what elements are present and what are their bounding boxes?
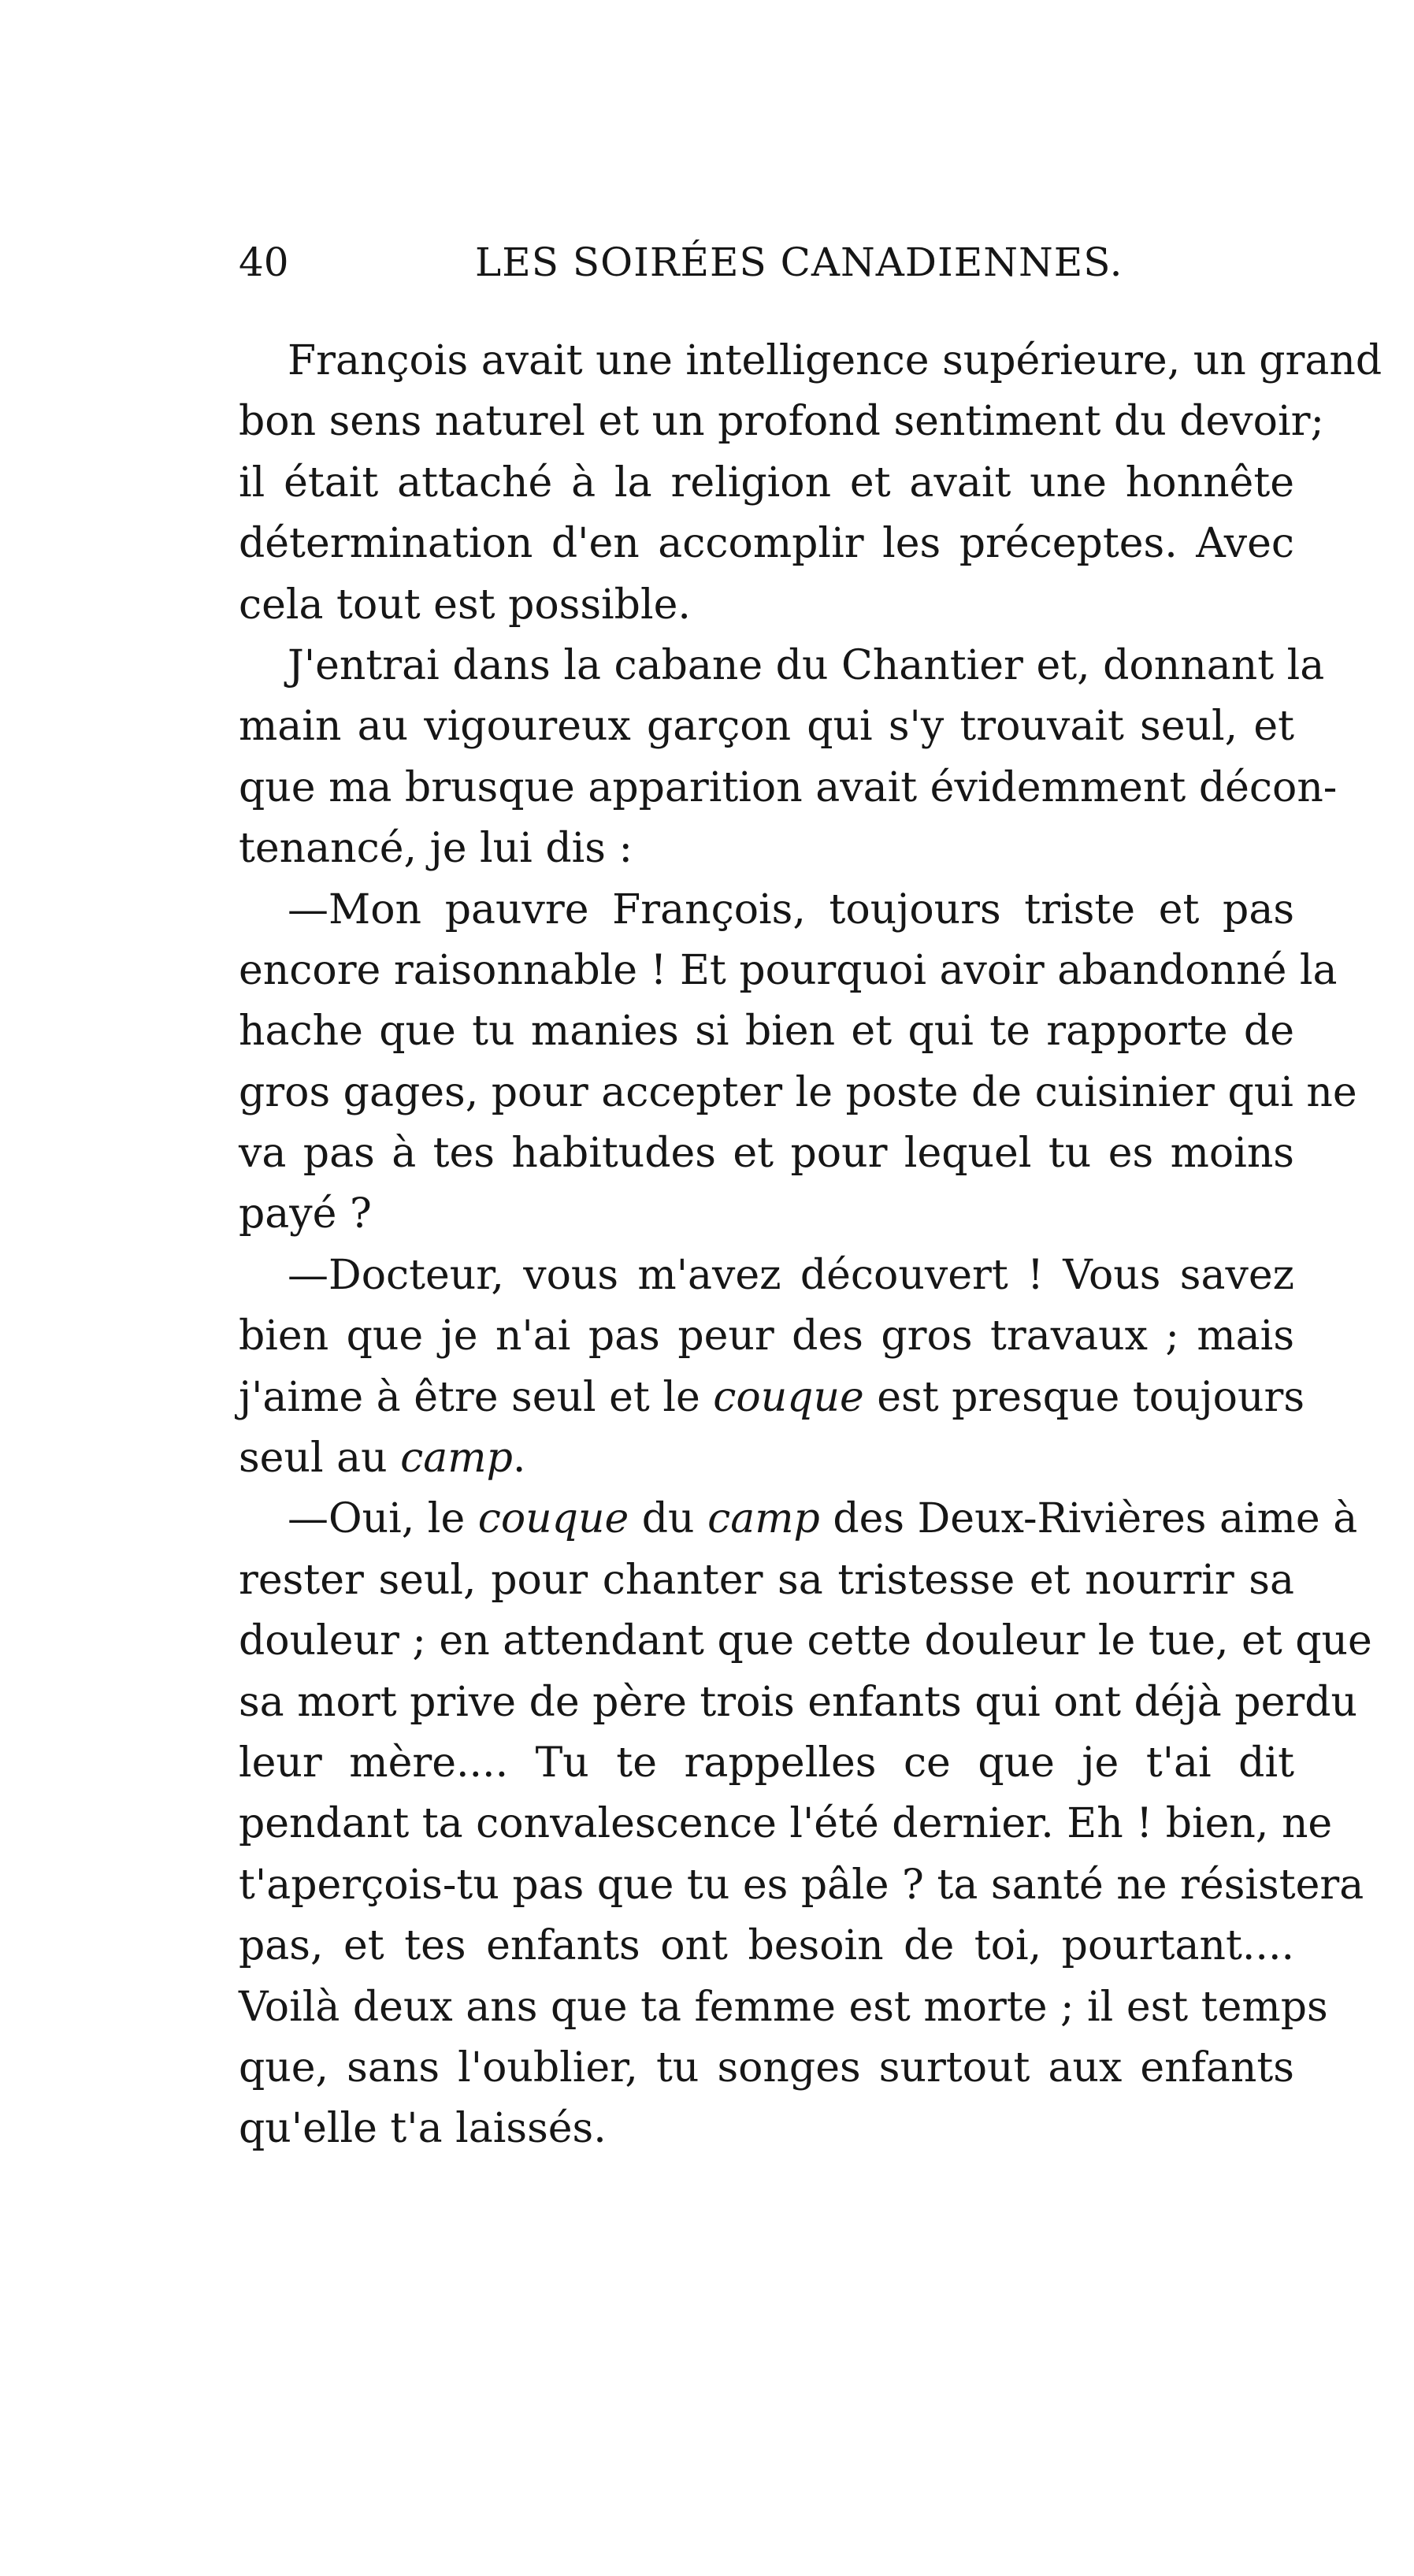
text-run: pas, et tes enfants ont besoin de toi, pourtant.... <box>239 1922 1294 1970</box>
text-line: bon sens naturel et un profond sentiment du devoir; <box>239 398 1324 446</box>
text-line: main au vigoureux garçon qui s'y trouvait seul, et <box>239 703 1294 751</box>
text-run: douleur ; en attendant que cette douleur le tue, et que <box>239 1617 1372 1665</box>
paragraph <box>239 331 1382 636</box>
text-line <box>239 1489 1358 1550</box>
text-line: payé ? <box>239 1190 372 1238</box>
text-line <box>239 1550 1294 1611</box>
text-line: François avait une intelligence supérieure, un grand <box>288 337 1382 384</box>
text-line: cela tout est possible. <box>239 581 691 629</box>
text-line <box>239 1672 1357 1733</box>
text-run: pendant ta convalescence l'été dernier. Eh ! bien, ne <box>239 1800 1333 1848</box>
text-line: que ma brusque apparition avait évidemment décon- <box>239 763 1338 811</box>
text-run: que, sans l'oublier, tu songes surtout aux enfants <box>239 2043 1294 2092</box>
text-run: seul au <box>239 1435 401 1483</box>
text-run: . <box>512 1435 526 1483</box>
text-run: est presque toujours <box>863 1373 1305 1421</box>
text-run: —Oui, le <box>288 1495 478 1543</box>
italic-word: camp <box>707 1495 820 1543</box>
text-run: bien que je n'ai pas peur des gros travaux ; mais <box>239 1312 1294 1360</box>
text-run: Voilà deux ans que ta femme est morte ; il est temps <box>239 1983 1328 2031</box>
text-run: des Deux-Rivières aime à <box>819 1495 1358 1543</box>
text-run: j'aime à être seul et le <box>239 1373 714 1421</box>
text-line: hache que tu manies si bien et qui te rapporte de <box>239 1008 1294 1056</box>
running-title: LES SOIRÉES CANADIENNES. <box>475 239 1123 285</box>
italic-word: couque <box>477 1495 629 1543</box>
text-line <box>239 2038 1294 2099</box>
text-line <box>239 1977 1328 2038</box>
text-line: J'entrai dans la cabane du Chantier et, donnant la <box>288 641 1325 689</box>
text-run: t'aperçois-tu pas que tu es pâle ? ta santé ne résistera <box>239 1861 1364 1909</box>
text-run: du <box>629 1495 708 1543</box>
text-line <box>239 2099 1294 2159</box>
text-line <box>239 1916 1294 1977</box>
paragraph <box>239 1245 1305 1490</box>
text-line <box>239 1611 1372 1672</box>
text-line: détermination d'en accomplir les préceptes. Avec <box>239 520 1294 568</box>
paragraph <box>239 1489 1372 2159</box>
text-line <box>239 1733 1294 1794</box>
text-line <box>239 1245 1294 1306</box>
text-run: —Docteur, vous m'avez découvert ! Vous savez <box>288 1251 1294 1299</box>
text-run: rester seul, pour chanter sa tristesse et nourrir sa <box>239 1556 1294 1604</box>
italic-word: camp <box>400 1435 513 1483</box>
text-run: sa mort prive de père trois enfants qui ont déjà perdu <box>239 1678 1357 1726</box>
text-run: qu'elle t'a laissés. <box>239 2105 607 2153</box>
text-line: va pas à tes habitudes et pour lequel tu es moins <box>239 1130 1294 1178</box>
text-line <box>239 1855 1364 1916</box>
text-line: tenancé, je lui dis : <box>239 825 633 873</box>
paragraph <box>239 636 1338 880</box>
text-run: leur mère.... Tu te rappelles ce que je t'ai dit <box>239 1739 1294 1787</box>
text-line <box>239 1368 1305 1428</box>
text-line <box>239 1306 1294 1367</box>
paragraph <box>239 880 1357 1245</box>
text-line: il était attaché à la religion et avait une honnête <box>239 458 1294 507</box>
text-line: —Mon pauvre François, toujours triste et pas <box>288 885 1294 934</box>
text-line <box>239 1794 1333 1854</box>
text-line: encore raisonnable ! Et pourquoi avoir abandonné la <box>239 946 1338 994</box>
body-text <box>239 331 1382 2160</box>
page-header <box>239 235 1294 290</box>
italic-word: couque <box>713 1373 864 1421</box>
page-number: 40 <box>239 239 289 285</box>
text-line <box>239 1428 1294 1489</box>
text-line: gros gages, pour accepter le poste de cuisinier qui ne <box>239 1068 1357 1116</box>
